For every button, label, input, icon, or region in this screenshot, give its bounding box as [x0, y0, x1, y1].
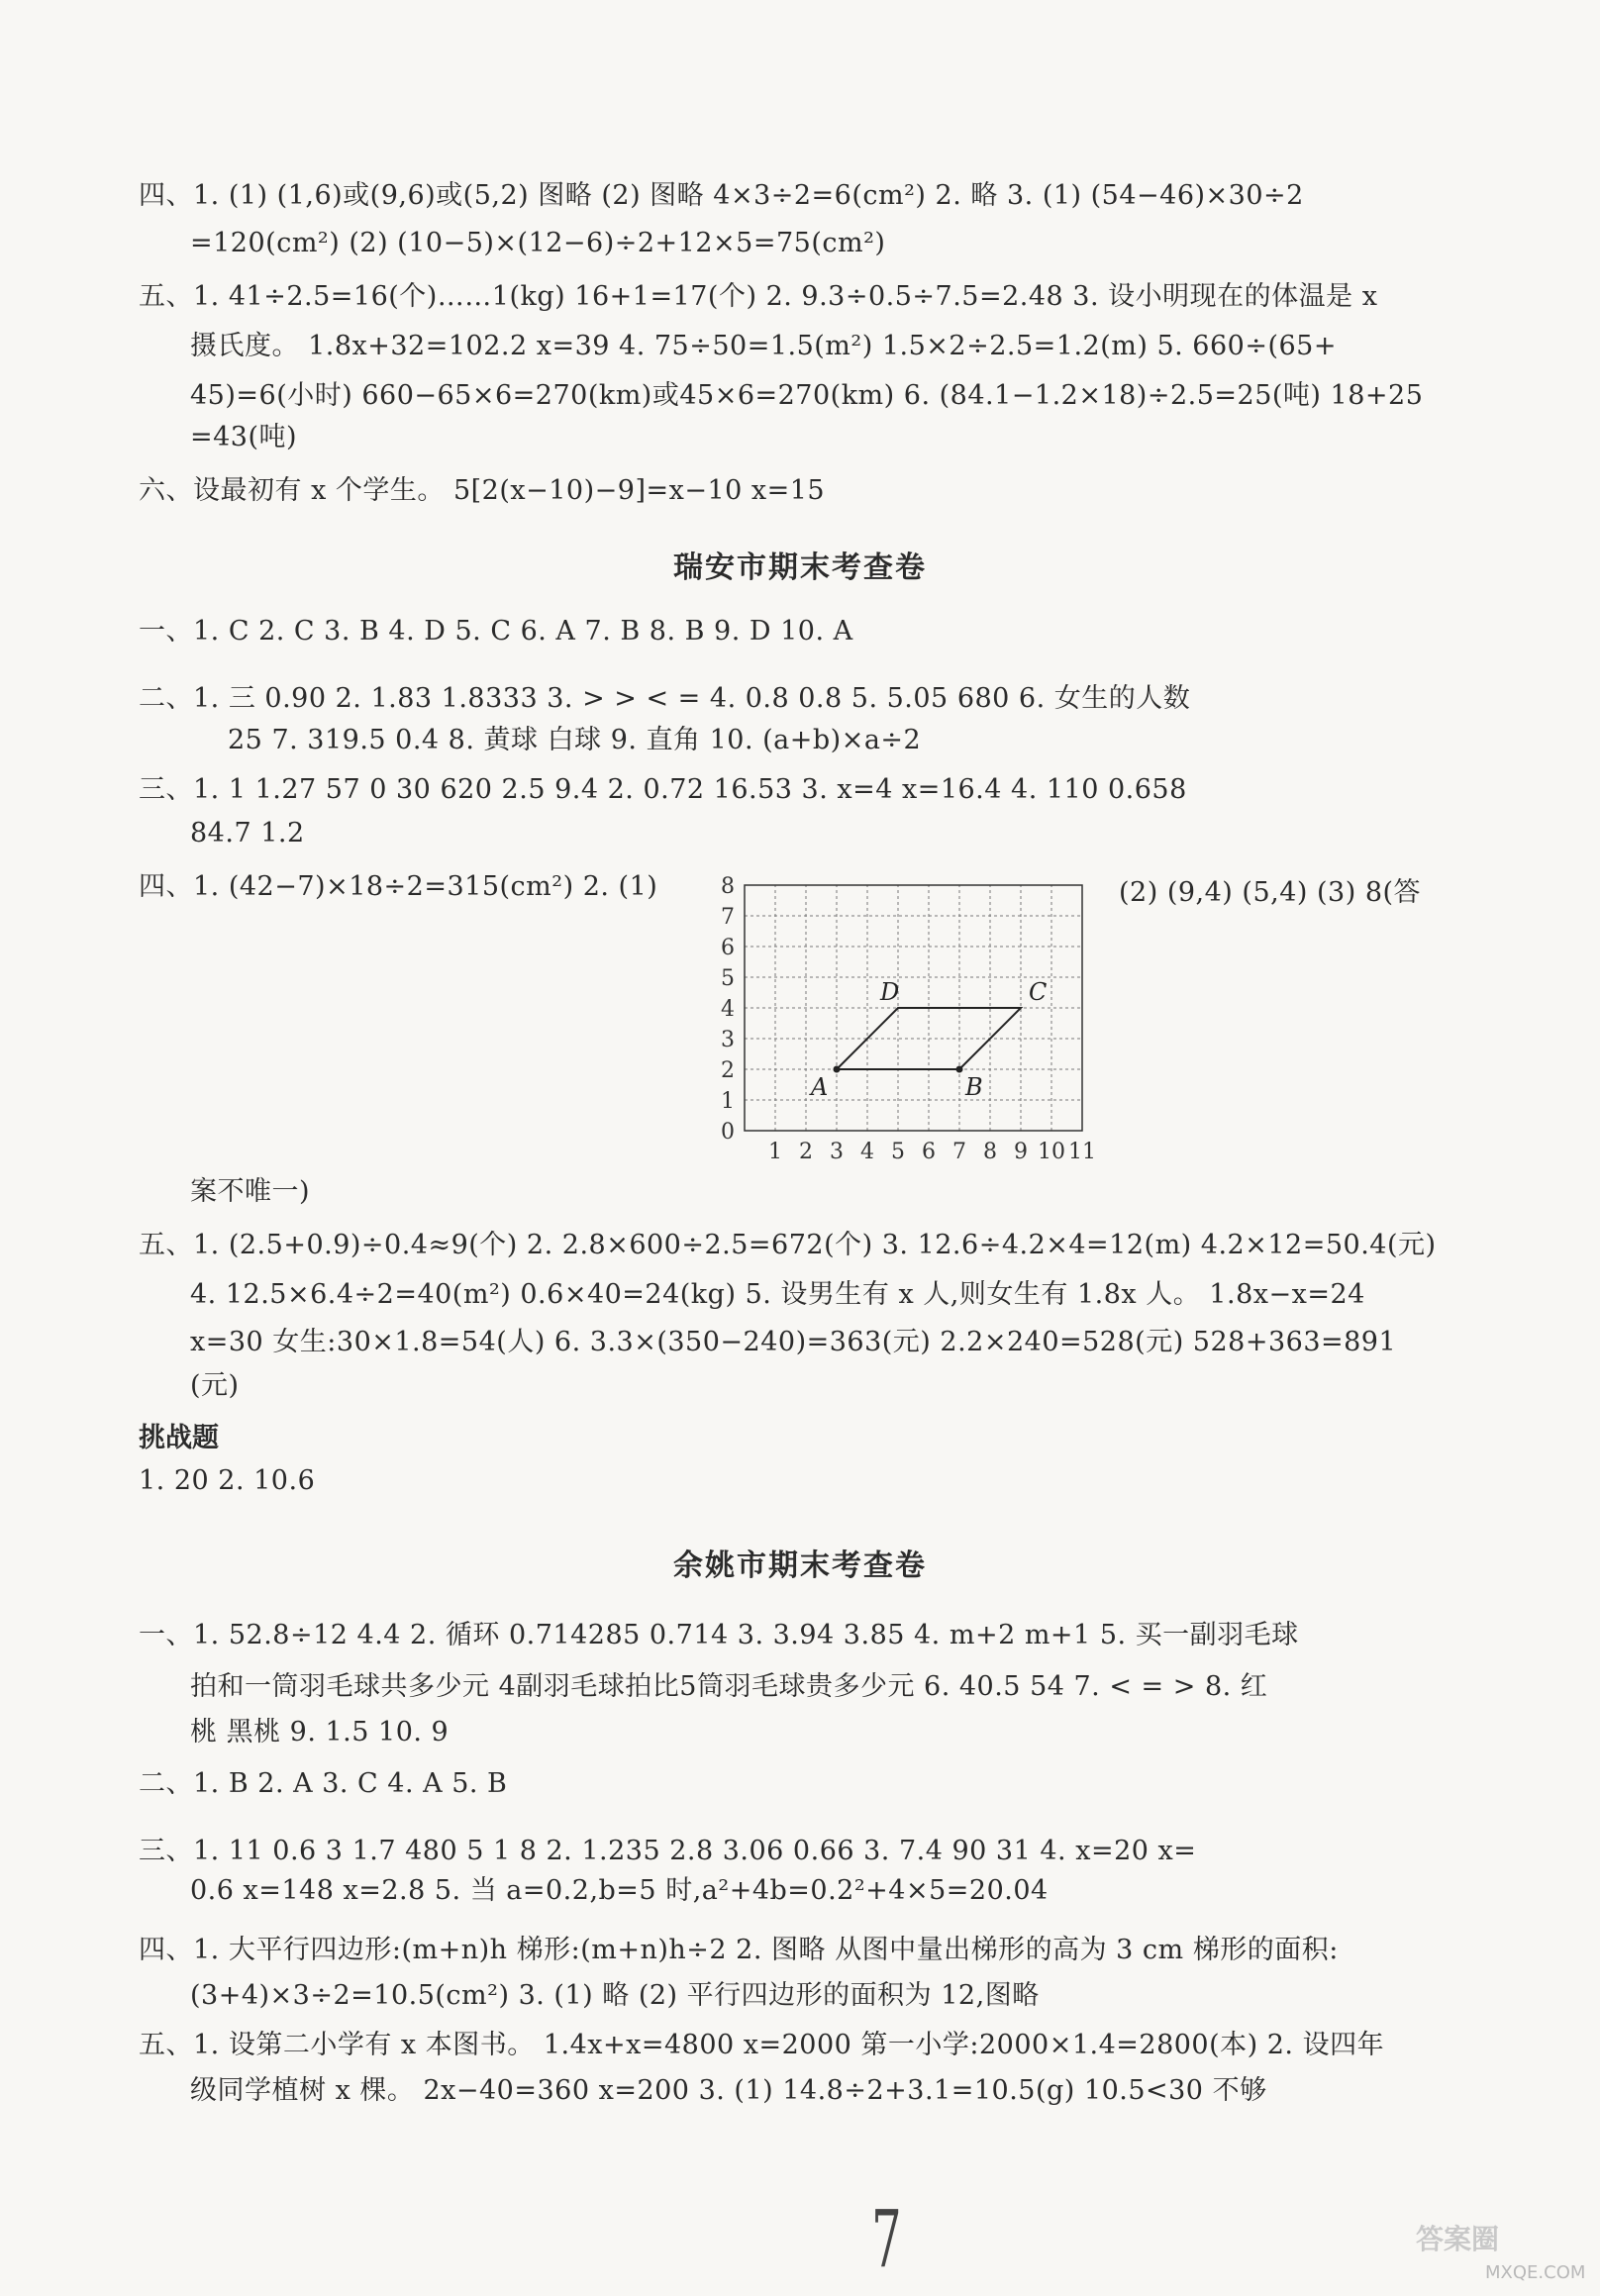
x-tick-label: 6 — [922, 1140, 936, 1164]
text-line: 一、1. C 2. C 3. B 4. D 5. C 6. A 7. B 8. B 9. D 10. A — [139, 616, 853, 647]
text-line: 五、1. (2.5+0.9)÷0.4≈9(个) 2. 2.8×600÷2.5=672(个) 3. 12.6÷4.2×4=12(m) 4.2×12=50.4(元) — [139, 1230, 1437, 1260]
x-tick-label: 11 — [1068, 1140, 1096, 1164]
text-line: 4. 12.5×6.4÷2=40(m²) 0.6×40=24(kg) 5. 设男生有 x 人,则女生有 1.8x 人。 1.8x−x=24 — [190, 1279, 1365, 1310]
text-line: 25 7. 319.5 0.4 8. 黄球 白球 9. 直角 10. (a+b)×a÷2 — [228, 725, 922, 755]
text-line: 二、1. B 2. A 3. C 4. A 5. B — [139, 1768, 508, 1799]
section-title: 瑞安市期末考查卷 — [673, 550, 927, 585]
text-line: =43(吨) — [190, 422, 298, 452]
vertex-label: A — [811, 1073, 829, 1101]
x-tick-label: 3 — [830, 1140, 844, 1164]
text-line: 拍和一筒羽毛球共多少元 4副羽毛球拍比5筒羽毛球贵多少元 6. 40.5 54 7. < = > 8. 红 — [190, 1671, 1268, 1702]
x-tick-label: 8 — [983, 1140, 997, 1164]
text-line: 六、设最初有 x 个学生。 5[2(x−10)−9]=x−10 x=15 — [139, 475, 826, 506]
text-line: 84.7 1.2 — [190, 818, 305, 849]
vertex-label: C — [1029, 978, 1048, 1006]
x-tick-label: 2 — [799, 1140, 813, 1164]
y-tick-label: 6 — [721, 936, 735, 960]
text-line: 四、1. 大平行四边形:(m+n)h 梯形:(m+n)h÷2 2. 图略 从图中量出梯形的高为 3 cm 梯形的面积: — [139, 1935, 1339, 1965]
text-line: 三、1. 11 0.6 3 1.7 480 5 1 8 2. 1.235 2.8 3.06 0.66 3. 7.4 90 31 4. x=20 x= — [139, 1836, 1197, 1866]
coordinate-grid — [713, 871, 1109, 1178]
y-tick-label: 7 — [721, 905, 735, 930]
text-line: 1. 20 2. 10.6 — [139, 1465, 316, 1496]
text-line: 摄氏度。 1.8x+32=102.2 x=39 4. 75÷50=1.5(m²) 1.5×2÷2.5=1.2(m) 5. 660÷(65+ — [190, 331, 1337, 361]
y-tick-label: 5 — [721, 966, 735, 991]
text-line: 级同学植树 x 棵。 2x−40=360 x=200 3. (1) 14.8÷2+3.1=10.5(g) 10.5<30 不够 — [190, 2075, 1267, 2106]
section-title: 余姚市期末考查卷 — [673, 1548, 927, 1583]
text-line: 45)=6(小时) 660−65×6=270(km)或45×6=270(km) 6. (84.1−1.2×18)÷2.5=25(吨) 18+25 — [190, 380, 1424, 411]
y-tick-label: 4 — [721, 997, 735, 1022]
x-tick-label: 9 — [1014, 1140, 1028, 1164]
x-tick-label: 10 — [1038, 1140, 1065, 1164]
x-tick-label: 5 — [891, 1140, 905, 1164]
text-line: 四、1. (1) (1,6)或(9,6)或(5,2) 图略 (2) 图略 4×3÷2=6(cm²) 2. 略 3. (1) (54−46)×30÷2 — [139, 180, 1304, 211]
y-tick-label: 2 — [721, 1058, 735, 1083]
watermark-logo: 答案圈 — [1416, 2223, 1500, 2255]
text-line: (3+4)×3÷2=10.5(cm²) 3. (1) 略 (2) 平行四边形的面积为 12,图略 — [190, 1980, 1040, 2011]
text-line: 案不唯一) — [190, 1176, 311, 1207]
text-line: 桃 黑桃 9. 1.5 10. 9 — [190, 1717, 450, 1747]
x-tick-label: 1 — [768, 1140, 782, 1164]
vertex-point — [834, 1066, 841, 1073]
challenge-heading: 挑战题 — [139, 1423, 219, 1453]
y-tick-label: 8 — [721, 874, 735, 899]
text-line: 三、1. 1 1.27 57 0 30 620 2.5 9.4 2. 0.72 16.53 3. x=4 x=16.4 4. 110 0.658 — [139, 774, 1187, 805]
text-line: =120(cm²) (2) (10−5)×(12−6)÷2+12×5=75(cm²) — [190, 228, 886, 258]
text-line: 0.6 x=148 x=2.8 5. 当 a=0.2,b=5 时,a²+4b=0.2²+4×5=20.04 — [190, 1875, 1049, 1906]
vertex-point — [956, 1066, 963, 1073]
page-number-mark: 7 — [871, 2193, 902, 2285]
x-tick-label: 4 — [860, 1140, 874, 1164]
x-tick-label: 7 — [952, 1140, 966, 1164]
text-line: 一、1. 52.8÷12 4.4 2. 循环 0.714285 0.714 3. 3.94 3.85 4. m+2 m+1 5. 买一副羽毛球 — [139, 1620, 1299, 1650]
text-line: 二、1. 三 0.90 2. 1.83 1.8333 3. > > < = 4. 0.8 0.8 5. 5.05 680 6. 女生的人数 — [139, 683, 1191, 714]
text-line: 五、1. 41÷2.5=16(个)……1(kg) 16+1=17(个) 2. 9.3÷0.5÷7.5=2.48 3. 设小明现在的体温是 x — [139, 281, 1378, 312]
watermark-url: MXQE.COM — [1485, 2262, 1586, 2283]
text-line: x=30 女生:30×1.8=54(人) 6. 3.3×(350−240)=363(元) 2.2×240=528(元) 528+363=891 — [190, 1327, 1397, 1357]
text-line: 四、1. (42−7)×18÷2=315(cm²) 2. (1) — [139, 871, 658, 902]
text-line: (元) — [190, 1370, 240, 1401]
vertex-label: B — [965, 1073, 983, 1101]
y-tick-label: 1 — [721, 1089, 735, 1114]
text-line: 五、1. 设第二小学有 x 本图书。 1.4x+x=4800 x=2000 第一小学:2000×1.4=2800(本) 2. 设四年 — [139, 2030, 1385, 2060]
y-tick-label: 0 — [721, 1120, 735, 1145]
text-line: (2) (9,4) (5,4) (3) 8(答 — [1119, 877, 1422, 908]
vertex-label: D — [880, 978, 900, 1006]
y-tick-label: 3 — [721, 1028, 735, 1052]
